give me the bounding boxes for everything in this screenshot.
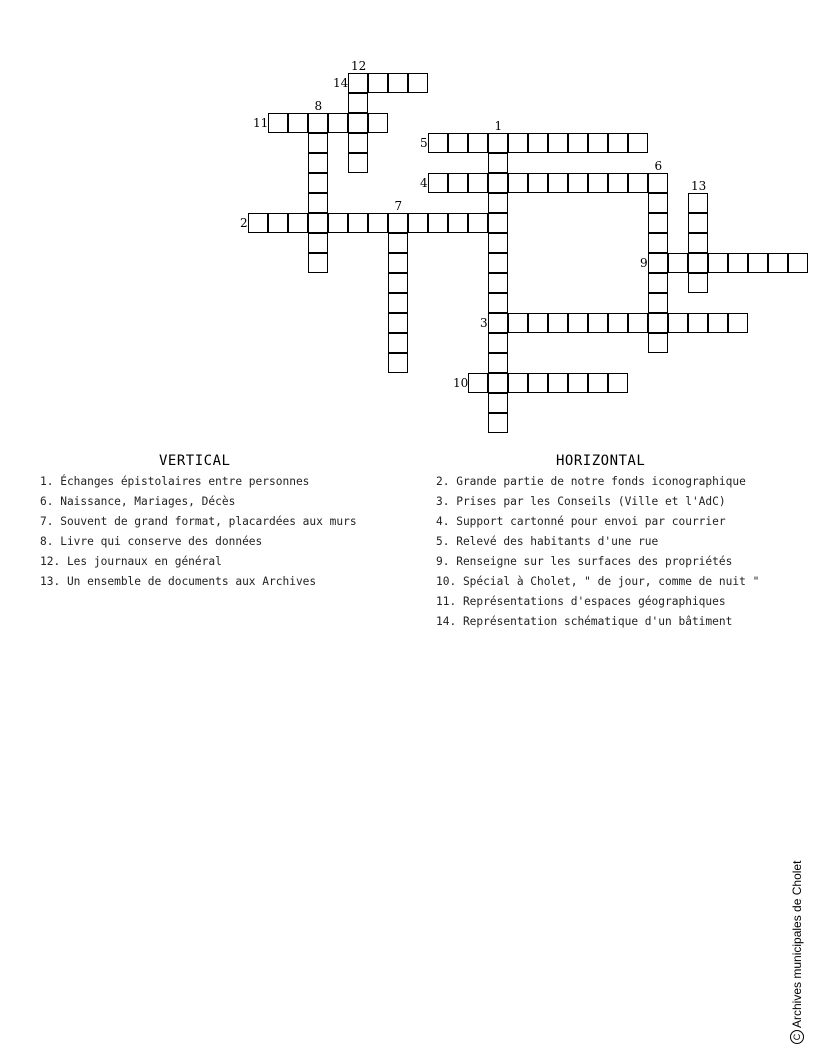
clue-number-14: 14 (333, 76, 349, 90)
grid-cell (568, 373, 588, 393)
vertical-clue: 6. Naissance, Mariages, Décès (40, 495, 236, 508)
grid-cell (688, 193, 708, 213)
grid-cell (548, 313, 568, 333)
grid-cell (608, 173, 628, 193)
grid-cell (308, 173, 328, 193)
grid-cell (488, 193, 508, 213)
grid-cell (528, 173, 548, 193)
horizontal-clue: 9. Renseigne sur les surfaces des propriétés (436, 555, 733, 568)
grid-cell (488, 153, 508, 173)
vertical-clue: 12. Les journaux en général (40, 555, 222, 568)
grid-cell (468, 373, 488, 393)
grid-cell (488, 313, 508, 333)
horizontal-heading: HORIZONTAL (556, 453, 646, 469)
grid-cell (308, 233, 328, 253)
grid-cell (648, 313, 668, 333)
grid-cell (468, 133, 488, 153)
grid-cell (508, 313, 528, 333)
grid-cell (488, 293, 508, 313)
grid-cell (548, 173, 568, 193)
grid-cell (648, 173, 668, 193)
vertical-clue: 8. Livre qui conserve des données (40, 535, 263, 548)
grid-cell (728, 253, 748, 273)
grid-cell (628, 313, 648, 333)
grid-cell (248, 213, 268, 233)
grid-cell (588, 373, 608, 393)
clue-number-10: 10 (453, 376, 469, 390)
grid-cell (348, 73, 368, 93)
grid-cell (588, 313, 608, 333)
grid-cell (768, 253, 788, 273)
grid-cell (288, 213, 308, 233)
grid-cell (388, 253, 408, 273)
grid-cell (568, 133, 588, 153)
grid-cell (308, 113, 328, 133)
grid-cell (488, 173, 508, 193)
clue-number-9: 9 (640, 256, 648, 270)
grid-cell (388, 273, 408, 293)
clue-number-5: 5 (420, 136, 428, 150)
grid-cell (688, 253, 708, 273)
vertical-clue: 7. Souvent de grand format, placardées aux murs (40, 515, 357, 528)
clue-number-7: 7 (394, 199, 403, 213)
grid-cell (488, 233, 508, 253)
grid-cell (348, 153, 368, 173)
grid-cell (608, 313, 628, 333)
clue-number-13: 13 (691, 179, 707, 193)
crossword-grid (0, 0, 816, 440)
grid-cell (388, 313, 408, 333)
grid-cell (668, 253, 688, 273)
grid-cell (688, 213, 708, 233)
horizontal-clue: 2. Grande partie de notre fonds iconographique (436, 475, 746, 488)
grid-cell (368, 73, 388, 93)
grid-cell (488, 273, 508, 293)
grid-cell (508, 373, 528, 393)
horizontal-clue: 5. Relevé des habitants d'une rue (436, 535, 659, 548)
grid-cell (468, 213, 488, 233)
credit-line (790, 844, 804, 1044)
horizontal-clue: 3. Prises par les Conseils (Ville et l'AdC) (436, 495, 726, 508)
grid-cell (488, 353, 508, 373)
grid-cell (408, 213, 428, 233)
grid-cell (388, 353, 408, 373)
grid-cell (608, 373, 628, 393)
grid-cell (308, 153, 328, 173)
grid-cell (488, 413, 508, 433)
clue-number-1: 1 (494, 119, 503, 133)
grid-cell (708, 253, 728, 273)
grid-cell (648, 233, 668, 253)
grid-cell (648, 213, 668, 233)
grid-cell (588, 133, 608, 153)
clue-number-2: 2 (240, 216, 248, 230)
grid-cell (468, 173, 488, 193)
vertical-clue: 1. Échanges épistolaires entre personnes (40, 475, 310, 488)
grid-cell (368, 113, 388, 133)
grid-cell (708, 313, 728, 333)
grid-cell (308, 213, 328, 233)
grid-cell (308, 193, 328, 213)
grid-cell (548, 133, 568, 153)
grid-cell (508, 173, 528, 193)
grid-cell (348, 113, 368, 133)
grid-cell (668, 313, 688, 333)
horizontal-clue-list (436, 472, 759, 632)
grid-cell (488, 373, 508, 393)
grid-cell (648, 193, 668, 213)
grid-cell (408, 73, 428, 93)
grid-cell (348, 93, 368, 113)
grid-cell (728, 313, 748, 333)
grid-cell (748, 253, 768, 273)
clue-number-12: 12 (351, 59, 367, 73)
grid-cell (508, 133, 528, 153)
grid-cell (688, 273, 708, 293)
grid-cell (428, 173, 448, 193)
grid-cell (288, 113, 308, 133)
grid-cell (628, 173, 648, 193)
vertical-heading: VERTICAL (159, 453, 231, 469)
grid-cell (568, 173, 588, 193)
grid-cell (348, 133, 368, 153)
grid-cell (588, 173, 608, 193)
horizontal-clue: 4. Support cartonné pour envoi par courrier (436, 515, 726, 528)
credit-text: Archives municipales de Cholet (790, 860, 804, 1028)
grid-cell (308, 133, 328, 153)
grid-cell (788, 253, 808, 273)
grid-cell (448, 133, 468, 153)
grid-cell (488, 253, 508, 273)
clue-number-6: 6 (654, 159, 663, 173)
grid-cell (648, 293, 668, 313)
grid-cell (388, 233, 408, 253)
clue-number-3: 3 (480, 316, 488, 330)
grid-cell (688, 233, 708, 253)
grid-cell (388, 333, 408, 353)
grid-cell (688, 313, 708, 333)
clue-number-4: 4 (420, 176, 428, 190)
grid-cell (308, 253, 328, 273)
grid-cell (328, 113, 348, 133)
vertical-clue: 13. Un ensemble de documents aux Archives (40, 575, 317, 588)
grid-cell (328, 213, 348, 233)
grid-cell (268, 213, 288, 233)
grid-cell (608, 133, 628, 153)
grid-cell (448, 173, 468, 193)
grid-cell (568, 313, 588, 333)
grid-cell (268, 113, 288, 133)
grid-cell (348, 213, 368, 233)
grid-cell (388, 293, 408, 313)
clue-number-8: 8 (314, 99, 323, 113)
grid-cell (388, 73, 408, 93)
grid-cell (548, 373, 568, 393)
grid-cell (488, 393, 508, 413)
horizontal-clue: 14. Représentation schématique d'un bâtiment (436, 615, 733, 628)
vertical-clue-list (40, 472, 357, 592)
grid-cell (428, 133, 448, 153)
grid-cell (648, 253, 668, 273)
horizontal-clue: 11. Représentations d'espaces géographiques (436, 595, 726, 608)
grid-cell (428, 213, 448, 233)
grid-cell (368, 213, 388, 233)
grid-cell (528, 313, 548, 333)
grid-cell (648, 273, 668, 293)
grid-cell (388, 213, 408, 233)
grid-cell (628, 133, 648, 153)
grid-cell (448, 213, 468, 233)
copyright-icon: C (790, 1030, 804, 1044)
clue-number-11: 11 (253, 116, 269, 130)
horizontal-clue: 10. Spécial à Cholet, " de jour, comme de nuit " (436, 575, 760, 588)
grid-cell (488, 333, 508, 353)
grid-cell (528, 133, 548, 153)
grid-cell (488, 133, 508, 153)
grid-cell (488, 213, 508, 233)
grid-cell (528, 373, 548, 393)
grid-cell (648, 333, 668, 353)
